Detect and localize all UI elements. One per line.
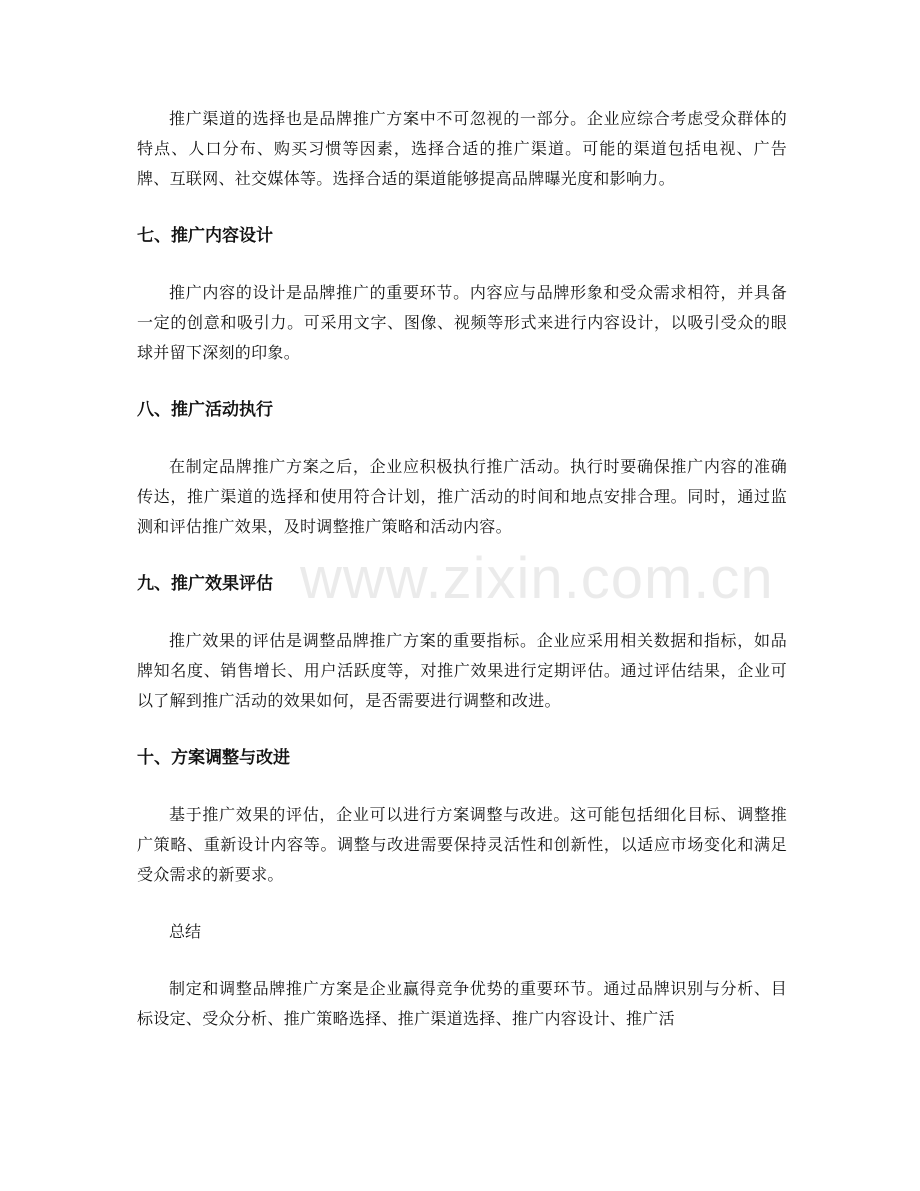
- paragraph-activity-execution: 在制定品牌推广方案之后，企业应积极执行推广活动。执行时要确保推广内容的准确传达，推广渠道的选择和使用符合计划，推广活动的时间和地点安排合理。同时，通过监测和评估推广效果，及时调整推广策略和活动内容。: [137, 457, 787, 536]
- paragraph-summary: 制定和调整品牌推广方案是企业赢得竞争优势的重要环节。通过品牌识别与分析、目标设定、受众分析、推广策略选择、推广渠道选择、推广内容设计、推广活: [137, 979, 787, 1028]
- summary-label: 总结: [169, 922, 202, 941]
- document-body: [137, 104, 787, 1034]
- section-heading-7: 七、推广内容设计: [137, 226, 273, 246]
- section-heading-9: 九、推广效果评估: [137, 574, 273, 594]
- section-heading-8: 八、推广活动执行: [137, 400, 273, 420]
- paragraph-plan-adjustment: 基于推广效果的评估，企业可以进行方案调整与改进。这可能包括细化目标、调整推广策略、重新设计内容等。调整与改进需要保持灵活性和创新性，以适应市场变化和满足受众需求的新要求。: [137, 805, 787, 884]
- paragraph-effect-evaluation: 推广效果的评估是调整品牌推广方案的重要指标。企业应采用相关数据和指标，如品牌知名度、销售增长、用户活跃度等，对推广效果进行定期评估。通过评估结果，企业可以了解到推广活动的效果如何，是否需要进行调整和改进。: [137, 631, 787, 710]
- paragraph-channel-selection: 推广渠道的选择也是品牌推广方案中不可忽视的一部分。企业应综合考虑受众群体的特点、人口分布、购买习惯等因素，选择合适的推广渠道。可能的渠道包括电视、广告牌、互联网、社交媒体等。选择合适的渠道能够提高品牌曝光度和影响力。: [137, 109, 787, 188]
- watermark-text: www.zixin.com.cn: [300, 546, 774, 611]
- section-heading-10: 十、方案调整与改进: [137, 748, 290, 768]
- paragraph-content-design: 推广内容的设计是品牌推广的重要环节。内容应与品牌形象和受众需求相符，并具备一定的创意和吸引力。可采用文字、图像、视频等形式来进行内容设计，以吸引受众的眼球并留下深刻的印象。: [137, 283, 787, 362]
